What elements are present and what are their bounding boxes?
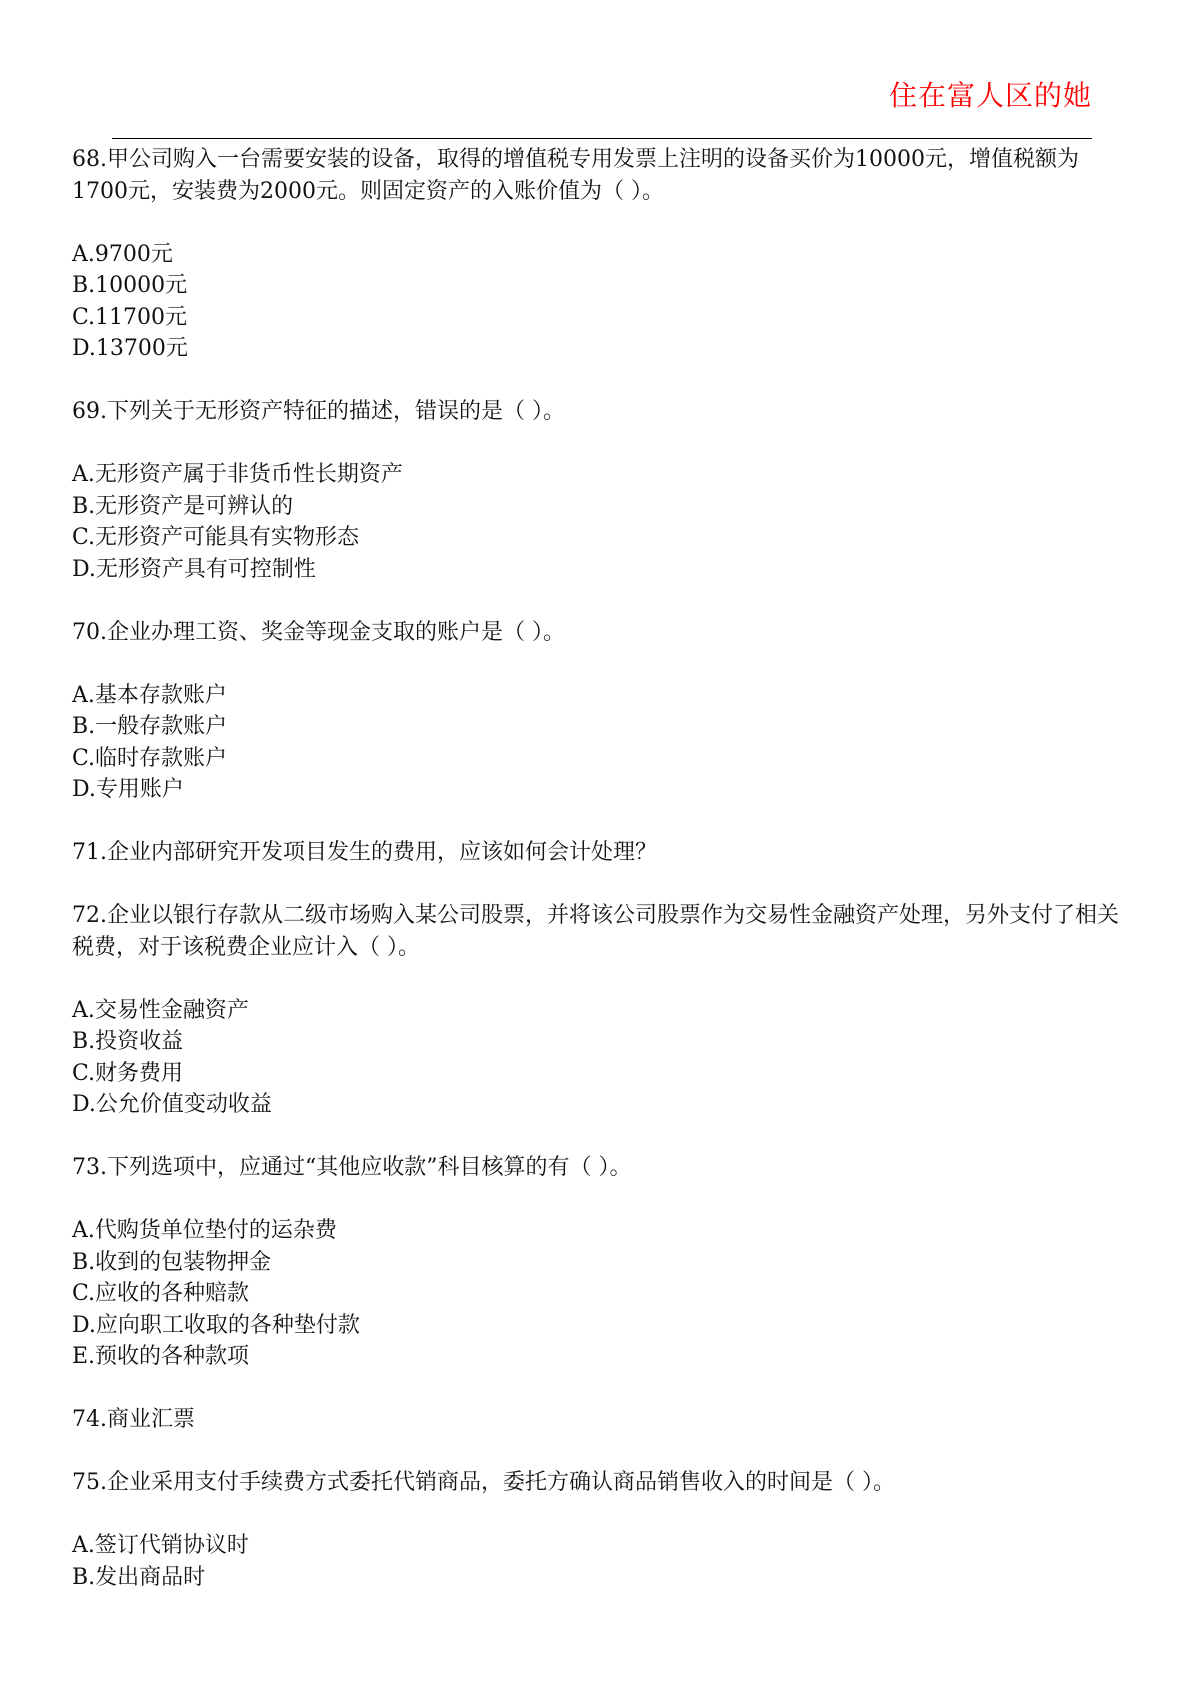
option-a: A.9700元 xyxy=(72,241,173,267)
option-b: B.投资收益 xyxy=(72,1029,184,1054)
option-list xyxy=(72,459,1128,585)
spacer xyxy=(72,806,1128,838)
option-list xyxy=(72,680,1128,806)
question-69 xyxy=(72,396,1128,585)
option-c: C.临时存款账户 xyxy=(72,745,228,771)
option-a: A.交易性金融资产 xyxy=(72,997,249,1023)
option-list xyxy=(72,995,1128,1121)
question-text: 71.企业内部研究开发项目发生的费用，应该如何会计处理？ xyxy=(72,840,657,865)
question-list xyxy=(72,144,1128,1593)
option-d: D.无形资产具有可控制性 xyxy=(72,556,316,582)
question-text: 72.企业以银行存款从二级市场购入某公司股票，并将该公司股票作为交易性金融资产处理，另外支付了相关税费，对于该税费企业应计入（ ）。 xyxy=(72,903,1119,960)
question-73 xyxy=(72,1152,1128,1373)
option-d: D.应向职工收取的各种垫付款 xyxy=(72,1312,360,1338)
question-text: 68.甲公司购入一台需要安装的设备，取得的增值税专用发票上注明的设备买价为10000元，增值税额为1700元，安装费为2000元。则固定资产的入账价值为（ ）。 xyxy=(72,147,1079,204)
option-list xyxy=(72,239,1128,365)
question-72 xyxy=(72,900,1128,1121)
spacer xyxy=(72,365,1128,397)
question-text: 69.下列关于无形资产特征的描述，错误的是（ ）。 xyxy=(72,399,565,424)
question-text: 73.下列选项中，应通过“其他应收款”科目核算的有（ ）。 xyxy=(72,1155,632,1180)
option-c: C.财务费用 xyxy=(72,1060,184,1086)
header-divider xyxy=(112,138,1092,139)
spacer xyxy=(72,585,1128,617)
question-74 xyxy=(72,1404,1128,1436)
option-a: A.代购货单位垫付的运杂费 xyxy=(72,1218,337,1243)
option-list xyxy=(72,1530,1128,1593)
spacer xyxy=(72,1121,1128,1153)
question-71 xyxy=(72,837,1128,869)
option-d: D.13700元 xyxy=(72,336,188,361)
option-b: B.一般存款账户 xyxy=(72,714,228,739)
option-b: B.发出商品时 xyxy=(72,1564,206,1590)
option-d: D.公允价值变动收益 xyxy=(72,1092,272,1117)
option-c: C.11700元 xyxy=(72,304,188,330)
question-68 xyxy=(72,144,1128,365)
option-d: D.专用账户 xyxy=(72,777,184,802)
option-e: E.预收的各种款项 xyxy=(72,1344,250,1369)
option-b: B.收到的包装物押金 xyxy=(72,1249,272,1275)
spacer xyxy=(72,869,1128,901)
header-title: 住在富人区的她 xyxy=(889,79,1093,112)
option-c: C.无形资产可能具有实物形态 xyxy=(72,525,360,550)
question-text: 74.商业汇票 xyxy=(72,1407,195,1432)
option-a: A.无形资产属于非货币性长期资产 xyxy=(72,462,403,487)
question-text: 75.企业采用支付手续费方式委托代销商品，委托方确认商品销售收入的时间是（ ）。 xyxy=(72,1470,895,1495)
question-70 xyxy=(72,617,1128,806)
question-75 xyxy=(72,1467,1128,1593)
question-text: 70.企业办理工资、奖金等现金支取的账户是（ ）。 xyxy=(72,619,565,645)
option-b: B.无形资产是可辨认的 xyxy=(72,493,294,519)
option-a: A.基本存款账户 xyxy=(72,682,227,708)
option-c: C.应收的各种赔款 xyxy=(72,1281,250,1306)
option-b: B.10000元 xyxy=(72,273,188,298)
option-a: A.签订代销协议时 xyxy=(72,1533,249,1558)
option-list xyxy=(72,1215,1128,1373)
spacer xyxy=(72,1373,1128,1405)
spacer xyxy=(72,1436,1128,1468)
